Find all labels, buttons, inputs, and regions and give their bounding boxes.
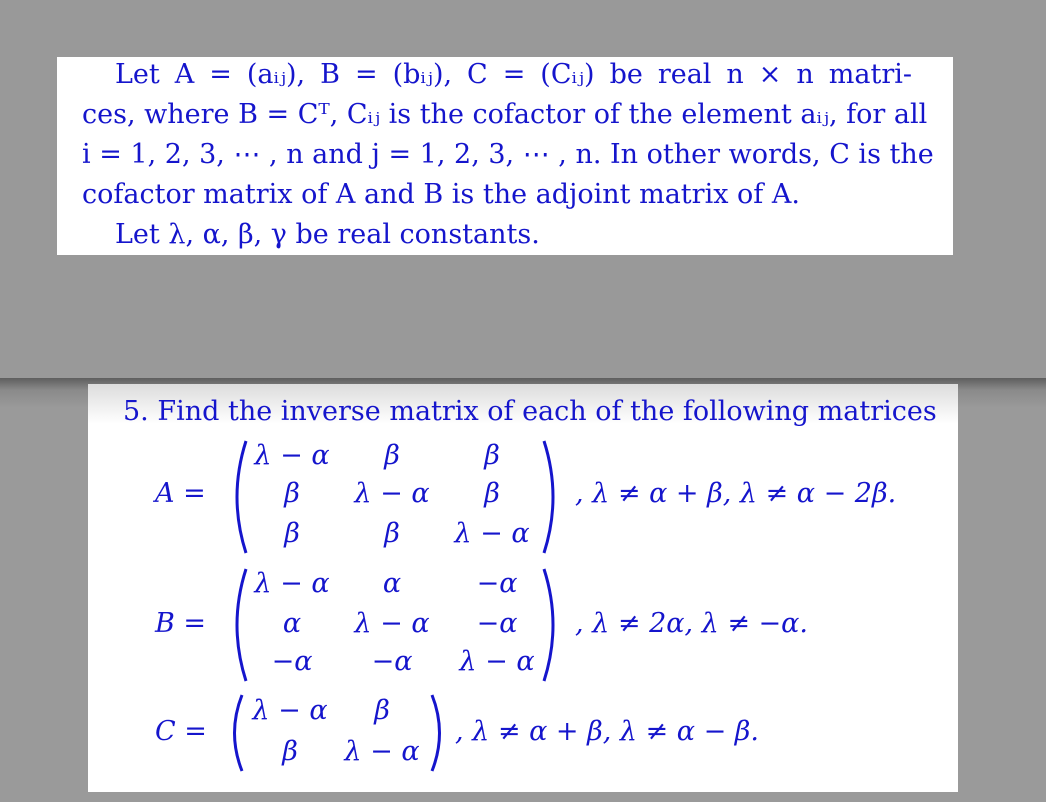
matrix-b-cell: λ − α [354, 608, 430, 639]
matrix-a-cell: β [484, 478, 500, 509]
matrix-b-cell: α [382, 568, 402, 599]
matrix-a-label: A = [155, 478, 206, 509]
matrix-b-label: B = [155, 608, 207, 639]
matrix-c-right-paren [426, 692, 452, 774]
matrix-a-left-paren [222, 438, 252, 556]
matrix-a-cell: λ − α [354, 478, 430, 509]
matrix-c-label: C = [155, 716, 207, 747]
matrix-b-left-paren [222, 566, 252, 684]
matrix-b-cell: λ − α [254, 568, 330, 599]
matrix-a-cell: β [284, 478, 300, 509]
definition-line-4: cofactor matrix of A and B is the adjoint matrix of A. [82, 179, 800, 210]
matrix-a-cell: β [484, 440, 500, 471]
matrix-a-condition: , λ ≠ α + β, λ ≠ α − 2β. [575, 478, 897, 509]
matrix-b-condition: , λ ≠ 2α, λ ≠ −α. [575, 608, 808, 639]
matrix-b-cell: −α [371, 646, 413, 677]
gap-area [0, 255, 1046, 378]
matrix-a-cell: β [384, 518, 400, 549]
matrix-a-cell: λ − α [454, 518, 530, 549]
matrix-c-left-paren [222, 692, 248, 774]
definition-line-3: i = 1, 2, 3, ⋯ , n and j = 1, 2, 3, ⋯ , n. In other words, C is the [82, 139, 934, 170]
problem-statement: 5. Find the inverse matrix of each of the following matrices [123, 396, 937, 427]
matrix-b-cell: −α [476, 608, 518, 639]
matrix-c-condition: , λ ≠ α + β, λ ≠ α − β. [455, 716, 759, 747]
definition-line-5: Let λ, α, β, γ be real constants. [115, 219, 540, 250]
matrix-a-cell: λ − α [254, 440, 330, 471]
matrix-c-cell: β [374, 695, 390, 726]
matrix-b-cell: −α [476, 568, 518, 599]
matrix-a-right-paren [538, 438, 568, 556]
matrix-c-cell: λ − α [252, 695, 328, 726]
matrix-a-cell: β [284, 518, 300, 549]
definition-line-1: Let A = (aᵢⱼ), B = (bᵢⱼ), C = (Cᵢⱼ) be real n × n matri- [115, 59, 912, 90]
definition-line-2: ces, where B = Cᵀ, Cᵢⱼ is the cofactor of the element aᵢⱼ, for all [82, 99, 928, 130]
matrix-b-cell: −α [271, 646, 313, 677]
matrix-b-cell: α [282, 608, 302, 639]
matrix-b-cell: λ − α [459, 646, 535, 677]
matrix-c-cell: λ − α [344, 736, 420, 767]
matrix-c-cell: β [282, 736, 298, 767]
matrix-b-right-paren [538, 566, 568, 684]
matrix-a-cell: β [384, 440, 400, 471]
